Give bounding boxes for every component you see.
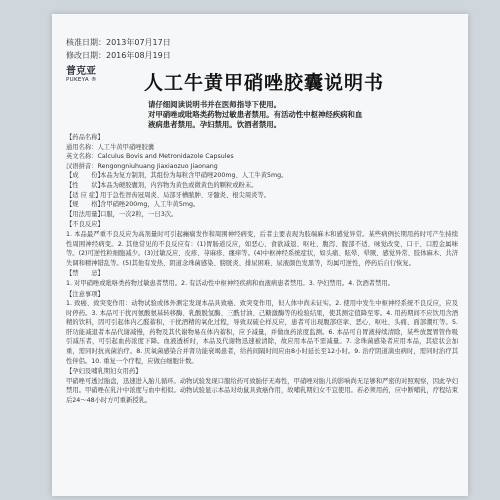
warning-line: 请仔细阅读说明书并在医师指导下使用。 — [148, 100, 282, 109]
brand-name-en: PUKEYA ® — [66, 77, 97, 83]
section-adverse: 【不良反应】 — [66, 221, 104, 229]
indication-text: 用于急性智齿冠周炎、局部牙槽脓肿、牙髓炎、根尖周炎等。 — [100, 191, 271, 199]
section-precautions: 【注意事项】 — [66, 290, 104, 298]
section-contraindications: 【禁 忌】 — [66, 270, 104, 278]
dose-label: 【用法用量】 — [66, 210, 104, 218]
date-block — [66, 36, 171, 62]
warning-line: 对甲硝唑或吡咯类药物过敏患者禁用。有活动性中枢神经疾病和血 — [148, 110, 363, 119]
ingredients-row — [66, 171, 458, 181]
revision-date: 修改日期：2016年08月19日 — [66, 51, 171, 60]
insert-body — [66, 132, 458, 406]
adverse-text: 1. 本品最严重不良反应为高剂量时可引起癫痫发作和周围神经病变，后者主要表现为肢端麻木和感觉异常。某些病例长期用药时可产生持续性周围神经病变。2. 其他常见的不良反应有：(1)胃肠道反应，如恶心、食欲减退、呕吐、腹泻、腹部不适、味觉改变、口干、口腔金属味等。(2)可逆性粒细胞减少。(3)过敏反应、皮疹、荨麻疹、瘙痒等。(4)中枢神经系统症状，如头痛、眩晕、晕厥、感觉异常、肢体麻木、共济失调和精神错乱等。(5)其他有发热、阴道念珠菌感染、膀胱炎、排尿困难、尿液颜色发黑等，均属可逆性，停药后自行恢复。 — [66, 230, 458, 267]
spec-label: 【规 格】 — [66, 201, 104, 209]
appearance-label: 【性 状】 — [66, 181, 104, 189]
brand-logo — [66, 66, 110, 84]
section-drug-name: 【药品名称】 — [66, 134, 104, 141]
pinyin-name: 汉语拼音：Rengongniuhuang Jiaxiaozuo Jiaonang — [66, 162, 218, 170]
warning-box — [148, 100, 448, 130]
section-pregnancy: 【孕妇及哺乳期妇女用药】 — [66, 368, 142, 376]
approval-date: 核准日期：2013年07月17日 — [66, 38, 171, 47]
appearance-row — [66, 181, 458, 191]
indication-label: 【适 应 症】 — [66, 191, 102, 199]
contraindications-text: 1. 对甲硝唑或吡咯类药物过敏患者禁用。2. 有活动性中枢神经疾病和血液病患者禁用。3. 孕妇禁用。4. 饮酒者禁用。 — [66, 279, 394, 287]
spec-row — [66, 200, 458, 210]
pregnancy-text: 甲硝唑可透过胎盘，迅速进入胎儿循环。动物试验发现口服给药可致胎仔无毒性，甲硝唑对胎儿的影响尚无足够和严密的对照观察，因此孕妇禁用。甲硝唑在乳汁中浓度与血中相似。动物试验显示本品对幼鼠具致癌作用，故哺乳期妇女不宜使用。若必须用药，应中断哺乳，疗程结束后24～48小时方可重新授乳。 — [66, 377, 458, 405]
generic-name: 通用名称：人工牛黄甲硝唑胶囊 — [66, 143, 155, 151]
ingredients-text: 本品为复方制剂，其组份为每粒含甲硝唑200mg、人工牛黄5mg。 — [100, 172, 288, 180]
indication-row — [66, 191, 458, 201]
english-name: 英文名称：Calculus Bovis and Metronidazole Capsules — [66, 153, 234, 161]
package-insert-sheet — [52, 14, 468, 496]
dose-row — [66, 210, 458, 220]
appearance-text: 本品为硬胶囊剂，内容物为黄色或微黄色的颗粒或粉末。 — [100, 181, 258, 189]
warning-line: 液病患者禁用。孕妇禁用。饮酒者禁用。 — [148, 120, 282, 129]
dose-text: 口服，一次2粒，一日3次。 — [100, 210, 178, 218]
document-title: 人工牛黄甲硝唑胶囊说明书 — [144, 72, 385, 94]
brand-name-cn: 普克亚 — [66, 66, 96, 77]
ingredients-label: 【成 份】 — [66, 172, 104, 180]
spec-text: 含甲硝唑200mg，人工牛黄5mg。 — [100, 201, 200, 209]
precautions-text: 1. 致癌、致突变作用：动物试验或体外测定发现本品具致癌、致突变作用，但人体中尚未证实。2. 使用中发生中枢神经系统不良反应，应及时停药。3. 本品可干扰丙氨酸氨基转移酶、乳酸脱氢酶、三酰甘油、己糖激酶等的检验结果，使其测定值降至零。4. 用药期间不应饮用含酒精的饮料，因可引起体内乙醛蓄积，干扰酒精的氧化过程，导致双硫仑样反应，患者可出现腹部痉挛、恶心、呕吐、头痛、面部潮红等。5. 肝功能减退者本品代谢减慢，药物及其代谢物易在体内蓄积，应予减量，并做血药浓度监测。6. 本品可自胃液持续清除，某些放置胃管作吸引减压者，可引起血药浓度下降。血液透析时，本品及代谢物迅速被清除，故应用本品不需减量。7. 念珠菌感染者应用本品，其症状会加重，需同时抗真菌治疗。8. 厌氧菌感染合并肾功能衰竭患者，给药间隔时间应由8小时延长至12小时。9. 治疗阴道滴虫病时，需同时治疗其性伴侣。10. 重复一个疗程，应做白细胞计数。 — [66, 300, 458, 365]
